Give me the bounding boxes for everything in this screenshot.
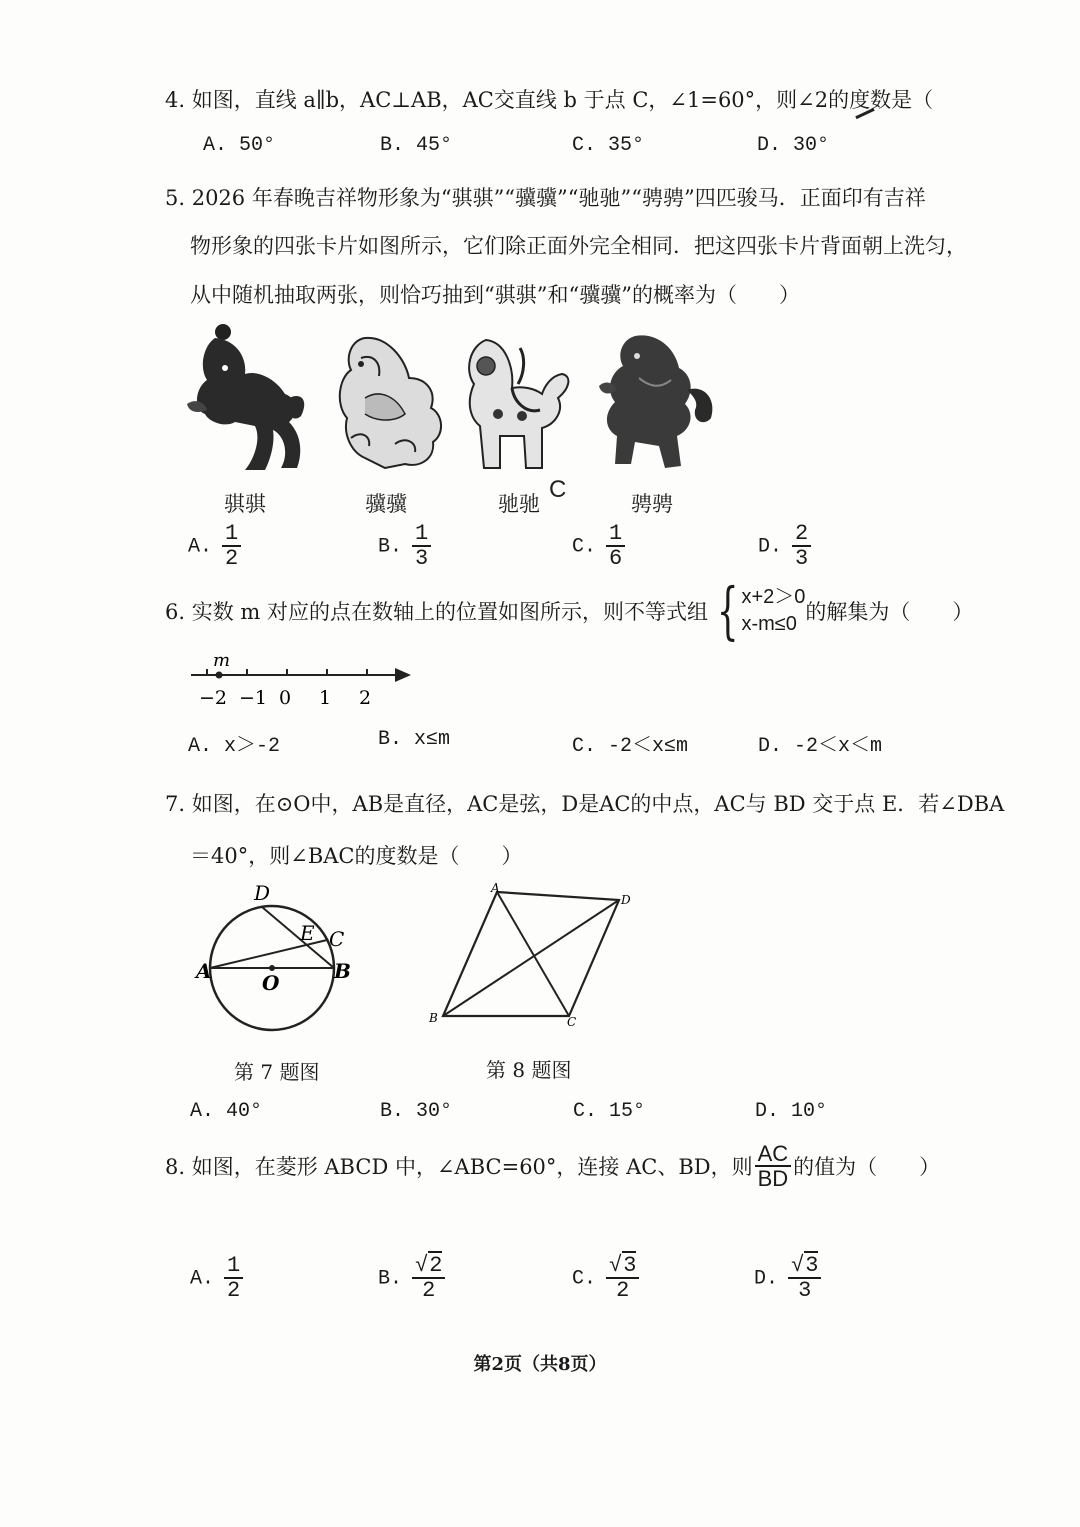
page-footer: 第2页（共8页） (473, 1354, 607, 1375)
axis-tick-label: 1 (319, 687, 332, 709)
horse-label-jiji: 骥骥 (365, 492, 407, 516)
axis-tick-label: −1 (239, 687, 268, 709)
q5-option-a: A. $\frac{1}{2}$ (188, 522, 241, 570)
q8-stem: 8. 如图，在菱形 ABCD 中，∠ABC=60°，连接 AC、BD，则 $\frac{AC}{BD}$ 的值为（ ） (165, 1141, 941, 1192)
inequality-2: x-m≤0 (741, 613, 797, 635)
inequality-system: { x+2＞0 x-m≤0 (716, 574, 806, 647)
q5-option-d: D. $\frac{2}{3}$ (758, 522, 811, 570)
axis-tick-label: −2 (199, 687, 228, 709)
label-d: D (254, 881, 271, 905)
q5-line2: 物形象的四张卡片如图所示，它们除正面外完全相同．把这四张卡片背面朝上洗匀， (190, 234, 967, 258)
horse-label-chengcheng: 骋骋 (631, 492, 673, 516)
q5-line1: 5. 2026 年春晚吉祥物形象为“骐骐”“骥骥”“驰驰”“骋骋”四匹骏马．正面印有吉祥 (165, 186, 926, 210)
q4-option-d: D. 30° (757, 134, 830, 157)
horse-chengcheng-image (599, 335, 712, 468)
q6-option-a: A. x＞-2 (188, 735, 281, 758)
point-m (216, 672, 223, 679)
axis-tick-label: 2 (359, 687, 372, 709)
figure-7-caption: 第 7 题图 (234, 1060, 320, 1084)
horse-qiqi-image (187, 324, 304, 470)
q7-line1: 7. 如图，在⊙O中，AB是直径，AC是弦，D是AC的中点，AC与 BD 交于点 E．若∠DBA (165, 792, 1005, 816)
horse-chichi-image (469, 340, 568, 468)
label-e: E (300, 921, 315, 945)
label-a: A (196, 959, 212, 983)
q8-option-d: D. $\frac{√3}{3}$ (754, 1254, 821, 1302)
q8-option-c: C. $\frac{√3}{2}$ (572, 1254, 639, 1302)
q5-option-b: B. $\frac{1}{3}$ (378, 522, 431, 570)
axis-tick-label: 0 (279, 687, 292, 709)
q5-line3: 从中随机抽取两张，则恰巧抽到“骐骐”和“骥骥”的概率为（ ） (190, 283, 800, 307)
q4-stem: 4. 如图，直线 a∥b，AC⊥AB，AC交直线 b 于点 C，∠1=60°，则∠2的度数是（ (165, 88, 934, 112)
label-b: B (429, 1011, 438, 1025)
q8-option-a: A. $\frac{1}{2}$ (190, 1254, 243, 1302)
q6-option-c: C. -2＜x≤m (572, 735, 689, 758)
q8-option-b: B. $\frac{√2}{2}$ (378, 1254, 445, 1302)
horse-label-chichi: 驰驰 (498, 492, 540, 516)
q4-option-c: C. 35° (572, 134, 645, 157)
horse-cards-figure (185, 318, 745, 488)
q4-option-b: B. 45° (380, 134, 453, 157)
label-o: O (262, 971, 280, 995)
figure-7-circle (190, 876, 360, 1046)
q5-option-c: C. $\frac{1}{6}$ (572, 522, 625, 570)
label-d: D (621, 893, 631, 907)
handwritten-answer-mark: C (549, 476, 567, 503)
q7-line2: ＝40°，则∠BAC的度数是（ ） (190, 844, 523, 868)
label-b: B (334, 959, 351, 983)
q6-option-b: B. x≤m (378, 728, 451, 751)
q4-option-a: A. 50° (203, 134, 276, 157)
figure-8-rhombus (425, 880, 635, 1030)
rhombus-abcd (443, 892, 619, 1016)
q7-option-d: D. 10° (755, 1100, 828, 1123)
diagonal-ac (497, 892, 569, 1016)
ac-over-bd: $\frac{AC}{BD}$ (755, 1142, 792, 1190)
q6-stem: 6. 实数 m 对应的点在数轴上的位置如图所示，则不等式组 { x+2＞0 x-m≤0 的解集为（ ） (165, 574, 974, 647)
chord-bd (262, 907, 334, 968)
inequality-1: x+2＞0 (741, 586, 806, 608)
label-c: C (329, 927, 345, 951)
label-a: A (491, 881, 500, 895)
figure-8-caption: 第 8 题图 (486, 1058, 572, 1082)
q7-option-c: C. 15° (573, 1100, 646, 1123)
q6-option-d: D. -2＜x＜m (758, 735, 883, 758)
q7-option-b: B. 30° (380, 1100, 453, 1123)
horse-label-qiqi: 骐骐 (224, 492, 266, 516)
number-line (185, 648, 425, 710)
horse-jiji-image (340, 338, 441, 468)
point-m-label: m (213, 650, 231, 671)
label-c: C (567, 1015, 577, 1029)
q7-option-a: A. 40° (190, 1100, 263, 1123)
